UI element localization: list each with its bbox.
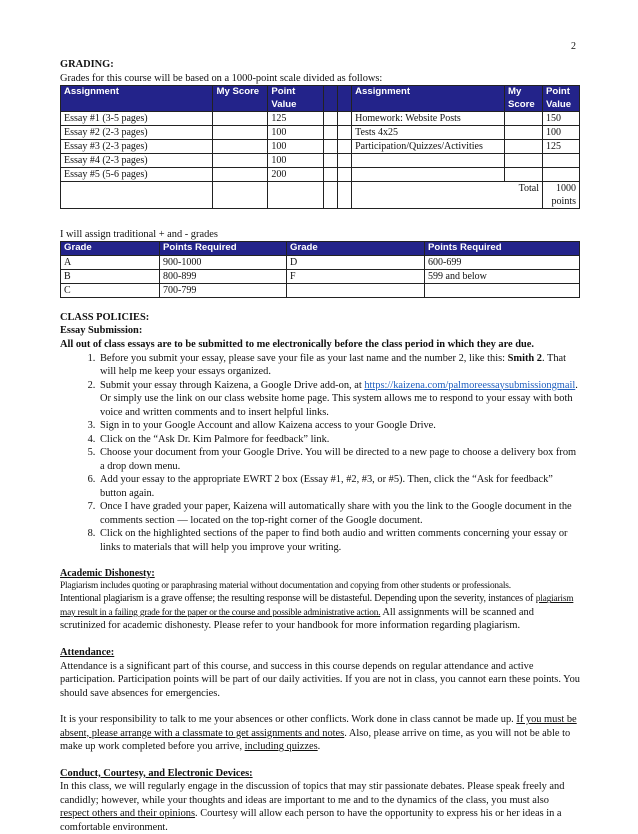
step-6: 6. Add your essay to the appropriate EWRT 2 box (Essay #1, #2, #3, or #5). Then, click the “Ask for feedback” button again. <box>98 473 580 500</box>
grading-total-row: Total 1000 points <box>61 181 580 208</box>
step-3: 3. Sign in to your Google Account and allow Kaizena access to your Google Drive. <box>98 419 580 433</box>
grading-row: Essay #5 (5-6 pages) 200 <box>61 167 580 181</box>
attendance-heading: Attendance: <box>60 647 115 658</box>
grading-row: Essay #3 (2-3 pages) 100 Participation/Quizzes/Activities 125 <box>61 139 580 153</box>
attendance-paragraph-1: Attendance is a significant part of this course, and success in this course depends on regular attendance and active participation. Participation points will be part of our daily activities. If you are not in class, you cannot earn these points. You should save absences for emergencies. <box>60 660 580 699</box>
page-body <box>60 0 580 834</box>
step-1: 1. Before you submit your essay, please save your file as your last name and the number 2, like this: Smith 2. That will help me keep your essays organized. <box>98 352 580 379</box>
essay-submission-heading: Essay Submission: <box>60 325 143 337</box>
page-number: 2 <box>571 41 576 52</box>
grading-table <box>60 85 580 209</box>
scale-row: C 700-799 <box>61 283 580 297</box>
submission-steps <box>60 352 580 555</box>
scale-row: A 900-1000 D 600-699 <box>61 255 580 269</box>
grading-row: Essay #1 (3-5 pages) 125 Homework: Website Posts 150 <box>61 111 580 125</box>
grading-intro: Grades for this course will be based on a 1000-point scale divided as follows: <box>60 72 383 84</box>
essay-rule: All out of class essays are to be submitted to me electronically before the class period in which they are due. <box>60 338 534 350</box>
scale-header-row: Grade Points Required Grade Points Required <box>61 242 580 255</box>
dishonesty-line-1: Plagiarism includes quoting or paraphrasing material without documentation and copying from other students or professionals. <box>60 581 511 592</box>
conduct-paragraph: In this class, we will regularly engage in the discussion of topics that may stir passionate debates. Please speak freely and candidly; however, while your thoughts and ideas are important to me and to the dynamics of the class, you must also respect others and their opinions. Courtesy will allow each person to have the opportunity to express his or her ideas in a comfortable environment. <box>60 781 565 833</box>
step-2: 2. Submit your essay through Kaizena, a Google Drive add-on, at https://kaizena.com/palmoreessaysubmissiongmail. Or simply use the link on our class website home page. This system allows me to respond to your essay with both voice and written comments and to insert helpful links. <box>98 379 580 420</box>
dishonesty-heading: Academic Dishonesty: <box>60 568 155 580</box>
attendance-paragraph-2: It is your responsibility to talk to me your absences or other conflicts. Work done in class cannot be made up. If you must be absent, please arrange with a classmate to get assignments and notes. Also, please arrive on time, as you will not be able to make up work completed before you arrive, including quizzes. <box>60 714 577 753</box>
grading-row: Essay #4 (2-3 pages) 100 <box>61 153 580 167</box>
policies-heading: CLASS POLICIES: <box>60 311 150 323</box>
dishonesty-paragraph: Intentional plagiarism is a grave offense; the resulting response will be distasteful. Depending upon the severity, instances of plagiarism may result in a failing grade for the paper or the course and possible administrative action. All assignments will be scanned and scrutinized for academic dishonesty. Please refer to your handbook for more information regarding plagiarism. <box>60 593 574 632</box>
grading-row: Essay #2 (2-3 pages) 100 Tests 4x25 100 <box>61 125 580 139</box>
step-7: 7. Once I have graded your paper, Kaizena will automatically share with you the link to the Google document in the comments section — located on the top-right corner of the Google document. <box>98 500 580 527</box>
step-5: 5. Choose your document from your Google Drive. You will be directed to a new page to choose a delivery box from a drop down menu. <box>98 446 580 473</box>
step-8: 8. Click on the highlighted sections of the paper to find both audio and written comments concerning your essay or links to materials that will help you improve your writing. <box>98 527 580 554</box>
kaizena-link[interactable]: https://kaizena.com/palmoreessaysubmissiongmail <box>364 379 576 391</box>
scale-row: B 800-899 F 599 and below <box>61 269 580 283</box>
conduct-heading: Conduct, Courtesy, and Electronic Devices: <box>60 767 253 779</box>
step-4: 4. Click on the “Ask Dr. Kim Palmore for feedback” link. <box>98 433 580 447</box>
scale-intro: I will assign traditional + and - grades <box>60 228 218 240</box>
grading-header-row: Assignment My Score Point Value Assignment My Score Point Value <box>61 86 580 112</box>
grading-heading: GRADING: <box>60 59 114 70</box>
grade-scale-table <box>60 241 580 297</box>
